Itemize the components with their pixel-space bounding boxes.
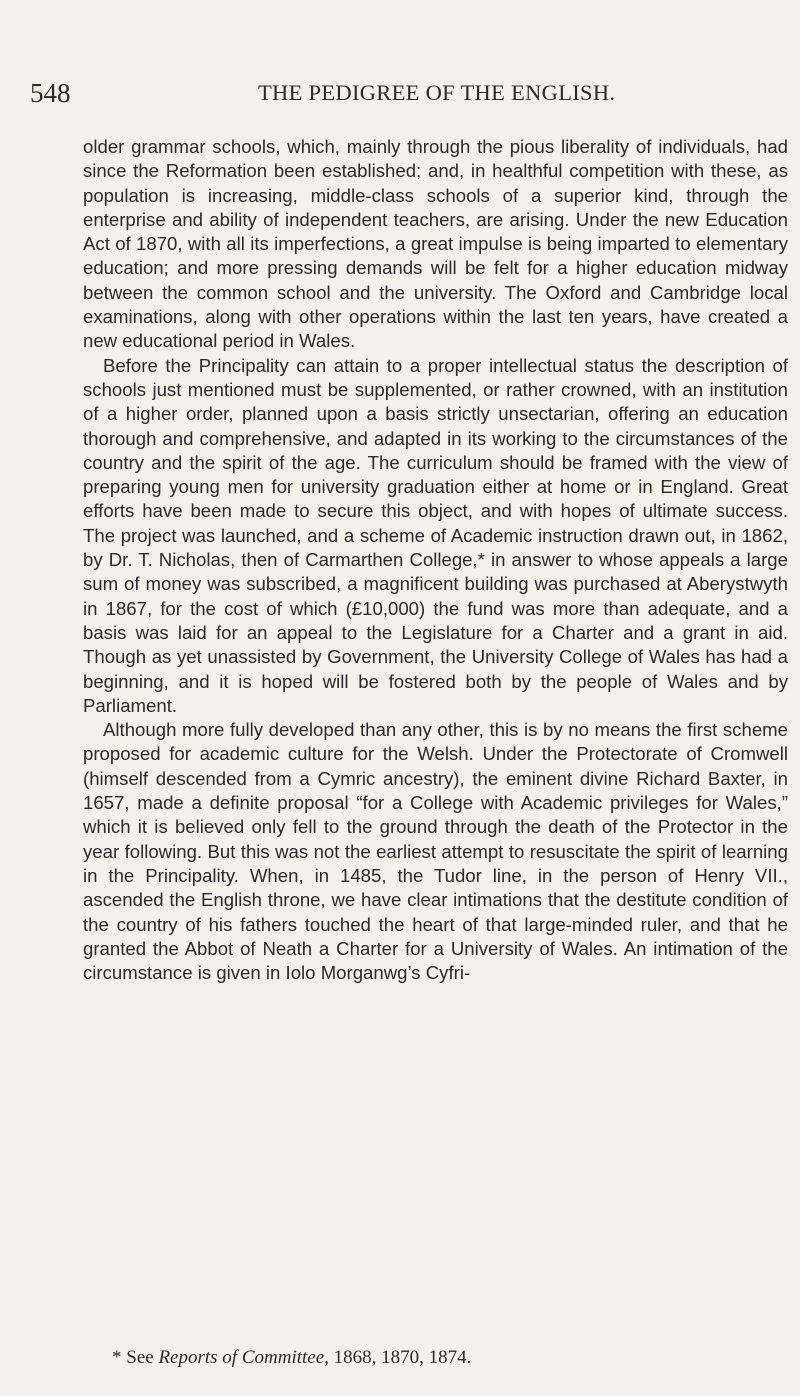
page-header	[30, 78, 770, 118]
running-head: THE PEDIGREE OF THE ENGLISH.	[258, 80, 616, 105]
body-text	[83, 135, 788, 985]
page-number: 548	[30, 78, 71, 108]
paragraph-3: Although more fully developed than any other, this is by no means the first scheme proposed for academic culture for the Welsh. Under the Protectorate of Cromwell (himself descended from a Cymric ancestry), the eminent divine Richard Baxter, in 1657, made a definite proposal “for a College with Academic privileges for Wales,” which it is believed only fell to the ground through the death of the Protector in the year following. But this was not the earliest attempt to resuscitate the spirit of learning in the Principality. When, in 1485, the Tudor line, in the person of Henry VII., ascended the English throne, we have clear intimations that the destitute condition of the country of his fathers touched the heart of that large-minded ruler, and that he granted the Abbot of Neath a Charter for a University of Wales. An intimation of the circumstance is given in Iolo Morganwg’s Cyfri-	[83, 719, 788, 984]
footnote-title: Reports of Committee,	[158, 1347, 329, 1368]
paragraph-2: Before the Principality can attain to a proper intellectual status the description of schools just mentioned must be supplemented, or rather crowned, with an institution of a higher order, planned upon a basis strictly unsectarian, offering an education thorough and comprehensive, and adapted in its working to the circumstances of the country and the spirit of the age. The curriculum should be framed with the view of preparing young men for university graduation either at home or in England. Great efforts have been made to secure this object, and with hopes of ultimate success. The project was launched, and a scheme of Academic instruction drawn out, in 1862, by Dr. T. Nicholas, then of Carmarthen College,* in answer to whose appeals a large sum of money was subscribed, a magnificent building was purchased at Aberystwyth in 1867, for the cost of which (£10,000) the fund was more than adequate, and a basis was laid for an appeal to the Legislature for a Charter and a grant in aid. Though as yet unassisted by Government, the University College of Wales has had a beginning, and it is hoped will be fostered both by the people of Wales and by Parliament.	[83, 354, 788, 716]
footnote-years: 1868, 1870, 1874.	[328, 1347, 472, 1368]
footnote-prefix: * See	[112, 1347, 159, 1368]
footnote	[112, 1347, 792, 1369]
paragraph-1: older grammar schools, which, mainly through the pious liberality of individuals, had since the Reformation been established; and, in healthful competition with these, as population is increasing, middle-class schools of a superior kind, through the enterprise and ability of independent teachers, are arising. Under the new Education Act of 1870, with all its imperfections, a great impulse is being imparted to elementary education; and more pressing demands will be felt for a higher education midway between the common school and the university. The Oxford and Cambridge local examinations, along with other operations within the last ten years, have created a new educational period in Wales.	[83, 136, 788, 352]
